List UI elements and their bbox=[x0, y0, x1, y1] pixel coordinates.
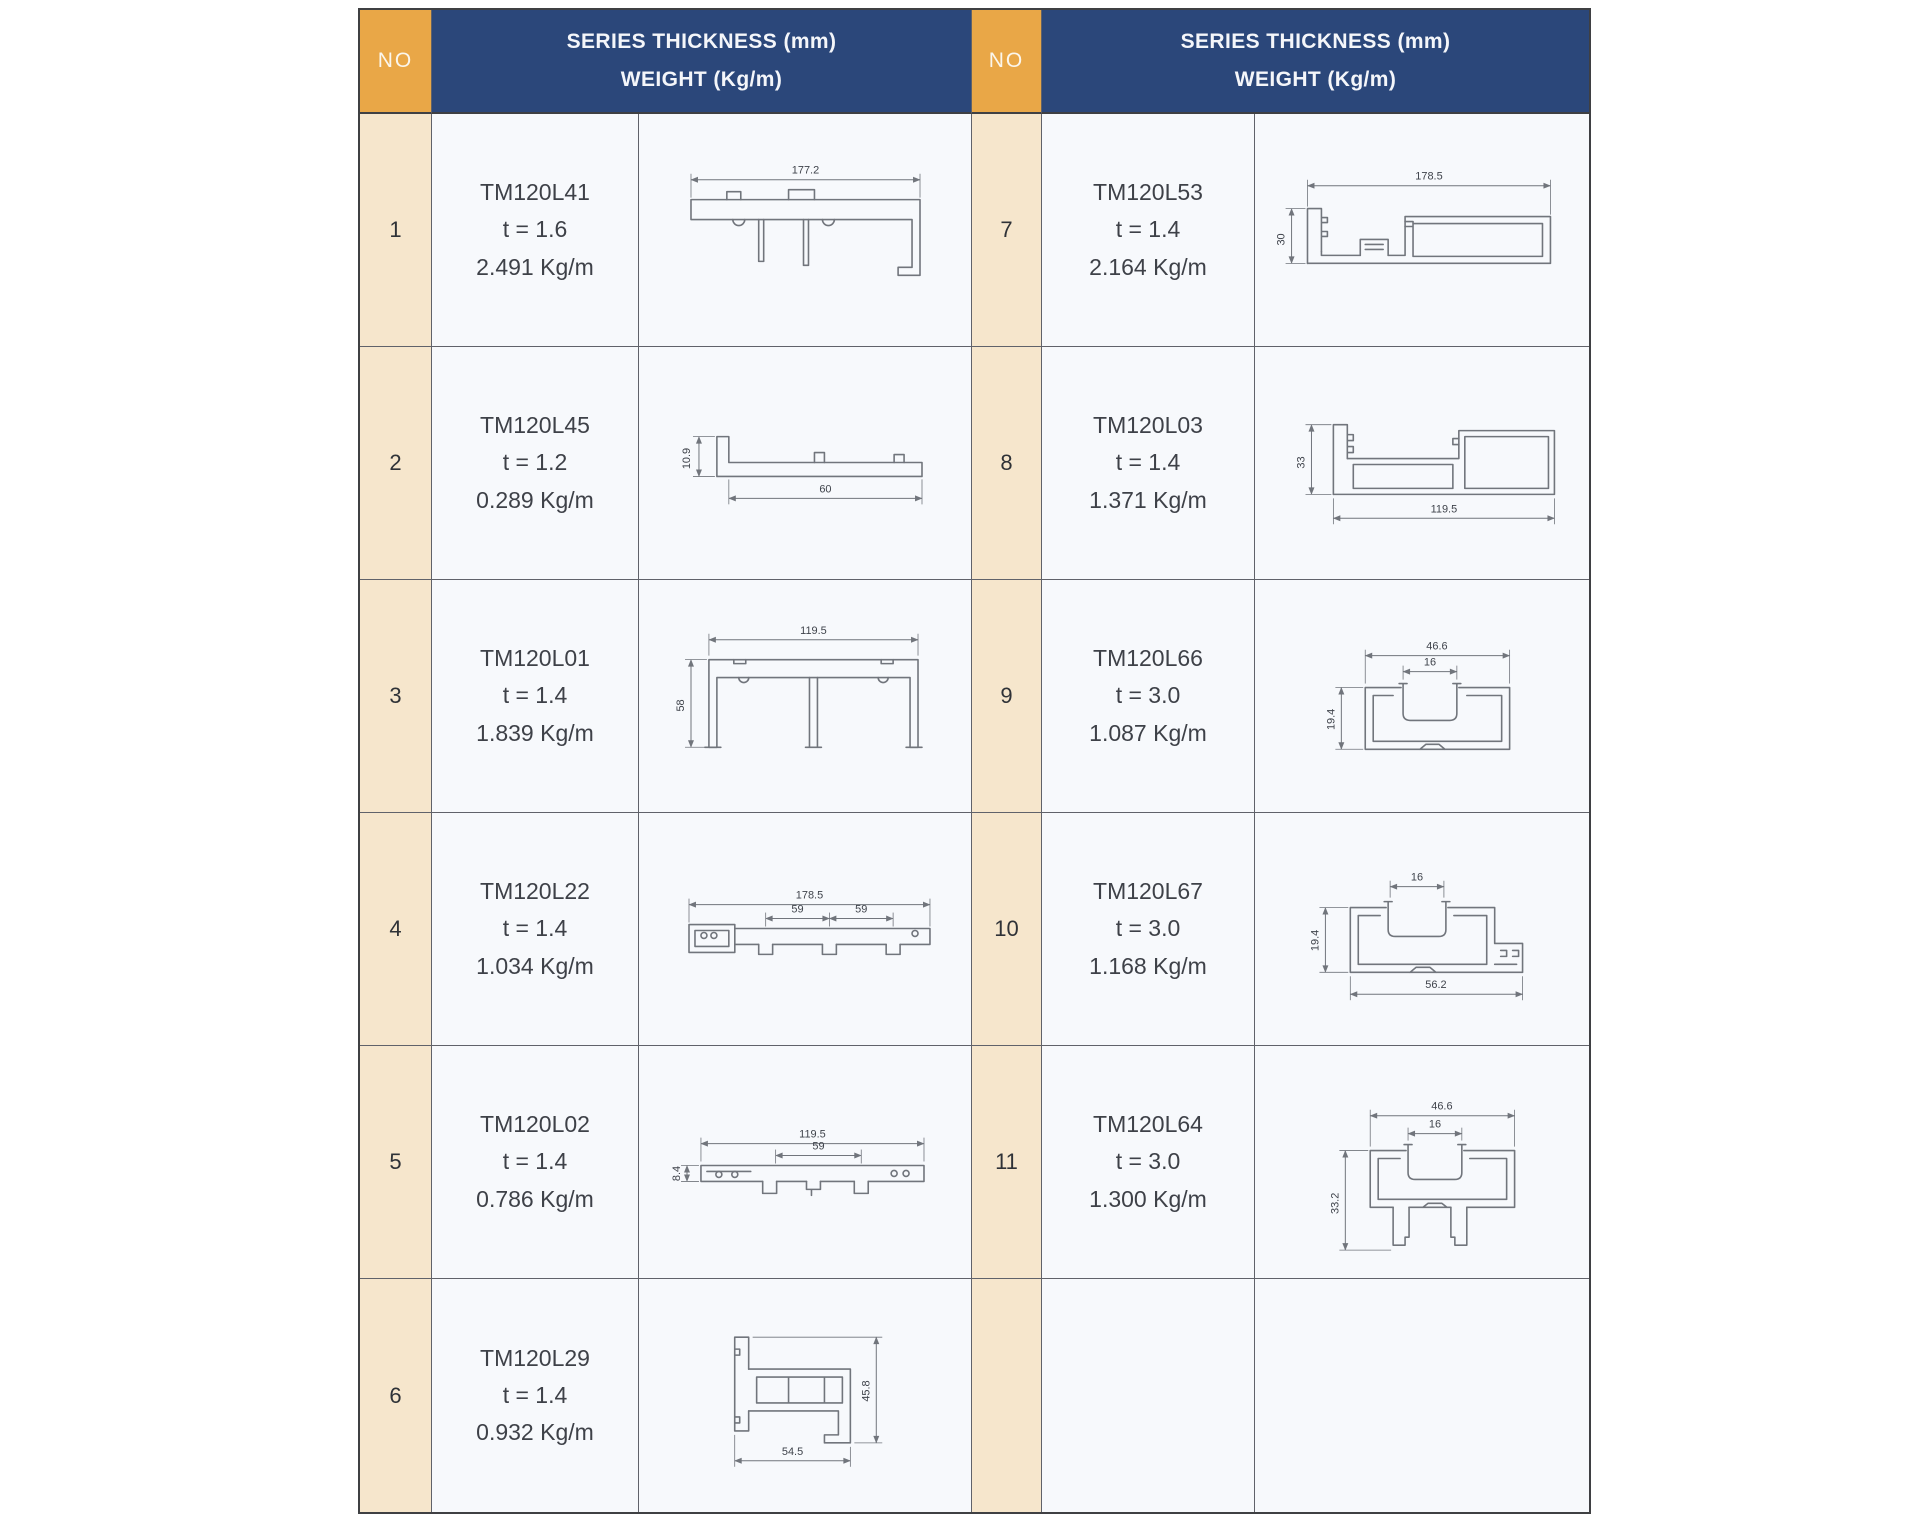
profile-spec bbox=[432, 347, 639, 580]
thickness: t = 3.0 bbox=[1115, 1148, 1181, 1175]
profile-drawing bbox=[1255, 1046, 1589, 1278]
series-column-header-right bbox=[1042, 10, 1589, 114]
row-number: 2 bbox=[360, 347, 432, 580]
weight: 2.164 Kg/m bbox=[1089, 253, 1207, 280]
series-header-line2: WEIGHT (Kg/m) bbox=[620, 68, 783, 91]
series-code: TM120L29 bbox=[480, 1344, 590, 1371]
dim-label: 19.4 bbox=[1325, 708, 1338, 731]
profile-spec bbox=[432, 1046, 639, 1279]
row-number: 4 bbox=[360, 813, 432, 1046]
dim-label: 46.6 bbox=[1426, 640, 1448, 653]
dim-label: 119.5 bbox=[1430, 503, 1458, 516]
profile-diagram-TM120L01 bbox=[639, 580, 972, 813]
profile-diagram-TM120L03 bbox=[1255, 347, 1589, 580]
profile-drawing bbox=[639, 114, 971, 346]
series-code: TM120L45 bbox=[480, 412, 590, 439]
profile-spec bbox=[1042, 580, 1255, 813]
row-number: 11 bbox=[972, 1046, 1042, 1279]
series-code: TM120L53 bbox=[1093, 179, 1203, 206]
dim-label: 45.8 bbox=[860, 1380, 873, 1402]
profile-spec-empty bbox=[1042, 1279, 1255, 1512]
row-number: 5 bbox=[360, 1046, 432, 1279]
series-code: TM120L02 bbox=[480, 1111, 590, 1138]
series-code: TM120L22 bbox=[480, 878, 590, 905]
profile-spec bbox=[432, 580, 639, 813]
profile-drawing bbox=[1255, 813, 1589, 1045]
thickness: t = 1.4 bbox=[502, 1381, 568, 1408]
profile-diagram-TM120L67 bbox=[1255, 813, 1589, 1046]
dim-label: 60 bbox=[819, 483, 832, 496]
weight: 0.289 Kg/m bbox=[476, 486, 594, 513]
dim-label: 8.4 bbox=[671, 1165, 684, 1182]
weight: 0.932 Kg/m bbox=[476, 1419, 594, 1446]
profile-spec bbox=[1042, 1046, 1255, 1279]
no-column-header-left bbox=[360, 10, 432, 114]
profile-spec bbox=[1042, 114, 1255, 347]
dim-label: 30 bbox=[1275, 233, 1288, 246]
profile-drawing bbox=[639, 1279, 971, 1512]
series-code: TM120L67 bbox=[1093, 878, 1203, 905]
thickness: t = 1.4 bbox=[502, 1148, 568, 1175]
dim-label: 54.5 bbox=[781, 1445, 804, 1458]
dim-label: 119.5 bbox=[800, 624, 827, 637]
profile-diagram-TM120L45 bbox=[639, 347, 972, 580]
series-code: TM120L41 bbox=[480, 179, 590, 206]
profile-drawing bbox=[1255, 580, 1589, 812]
profile-catalog-table bbox=[358, 8, 1591, 1514]
profile-diagram-TM120L02 bbox=[639, 1046, 972, 1279]
weight: 2.491 Kg/m bbox=[476, 253, 594, 280]
profile-diagram-TM120L53 bbox=[1255, 114, 1589, 347]
dim-label: 33 bbox=[1295, 456, 1308, 469]
profile-drawing bbox=[639, 813, 971, 1045]
dim-label: 19.4 bbox=[1309, 929, 1322, 952]
profile-diagram-TM120L22 bbox=[639, 813, 972, 1046]
thickness: t = 1.4 bbox=[1115, 449, 1181, 476]
row-number: 3 bbox=[360, 580, 432, 813]
weight: 1.371 Kg/m bbox=[1089, 486, 1207, 513]
row-number: 9 bbox=[972, 580, 1042, 813]
dim-label: 119.5 bbox=[799, 1128, 826, 1141]
thickness: t = 1.6 bbox=[502, 216, 568, 243]
profile-drawing bbox=[1255, 347, 1589, 579]
dim-label: 33.2 bbox=[1329, 1192, 1342, 1214]
row-number: 7 bbox=[972, 114, 1042, 347]
series-header-line1: SERIES THICKNESS (mm) bbox=[566, 30, 837, 54]
weight: 1.168 Kg/m bbox=[1089, 952, 1207, 979]
thickness: t = 1.4 bbox=[502, 682, 568, 709]
dim-label: 178.5 bbox=[795, 889, 824, 902]
dim-label: 177.2 bbox=[791, 164, 820, 177]
series-header-line2: WEIGHT (Kg/m) bbox=[1234, 68, 1397, 91]
series-code: TM120L03 bbox=[1093, 412, 1203, 439]
profile-diagram-TM120L64 bbox=[1255, 1046, 1589, 1279]
dim-label: 10.9 bbox=[680, 447, 693, 470]
series-column-header-left bbox=[432, 10, 972, 114]
thickness: t = 3.0 bbox=[1115, 682, 1181, 709]
row-number: 6 bbox=[360, 1279, 432, 1512]
weight: 1.034 Kg/m bbox=[476, 952, 594, 979]
no-header-label: NO bbox=[377, 49, 414, 72]
row-number: 10 bbox=[972, 813, 1042, 1046]
series-code: TM120L66 bbox=[1093, 645, 1203, 672]
dim-label: 16 bbox=[1428, 1118, 1442, 1131]
weight: 1.839 Kg/m bbox=[476, 719, 594, 746]
weight: 1.087 Kg/m bbox=[1089, 719, 1207, 746]
series-code: TM120L64 bbox=[1093, 1111, 1203, 1138]
thickness: t = 1.4 bbox=[502, 915, 568, 942]
thickness: t = 1.4 bbox=[1115, 216, 1181, 243]
dim-label: 59 bbox=[791, 903, 804, 916]
series-header-line1: SERIES THICKNESS (mm) bbox=[1180, 30, 1451, 54]
dim-label: 56.2 bbox=[1425, 979, 1447, 992]
no-column-header-right bbox=[972, 10, 1042, 114]
profile-spec bbox=[1042, 347, 1255, 580]
profile-drawing bbox=[1255, 114, 1589, 346]
profile-spec bbox=[1042, 813, 1255, 1046]
profile-drawing bbox=[639, 1046, 971, 1278]
thickness: t = 3.0 bbox=[1115, 915, 1181, 942]
row-number: 1 bbox=[360, 114, 432, 347]
series-code: TM120L01 bbox=[480, 645, 590, 672]
dim-label: 46.6 bbox=[1431, 1100, 1453, 1113]
profile-drawing bbox=[639, 580, 971, 812]
profile-spec bbox=[432, 813, 639, 1046]
profile-spec bbox=[432, 1279, 639, 1512]
row-number bbox=[972, 1279, 1042, 1512]
dim-label: 59 bbox=[812, 1140, 825, 1153]
profile-diagram-TM120L66 bbox=[1255, 580, 1589, 813]
dim-label: 178.5 bbox=[1415, 170, 1443, 183]
thickness: t = 1.2 bbox=[502, 449, 568, 476]
profile-drawing bbox=[639, 347, 971, 579]
profile-diagram-empty bbox=[1255, 1279, 1589, 1512]
dim-label: 59 bbox=[855, 903, 868, 916]
weight: 0.786 Kg/m bbox=[476, 1185, 594, 1212]
profile-diagram-TM120L41 bbox=[639, 114, 972, 347]
profile-spec bbox=[432, 114, 639, 347]
dim-label: 16 bbox=[1423, 656, 1437, 669]
row-number: 8 bbox=[972, 347, 1042, 580]
dim-label: 16 bbox=[1410, 871, 1424, 884]
no-header-label: NO bbox=[988, 49, 1025, 72]
dim-label: 58 bbox=[675, 699, 688, 712]
profile-diagram-TM120L29 bbox=[639, 1279, 972, 1512]
weight: 1.300 Kg/m bbox=[1089, 1185, 1207, 1212]
